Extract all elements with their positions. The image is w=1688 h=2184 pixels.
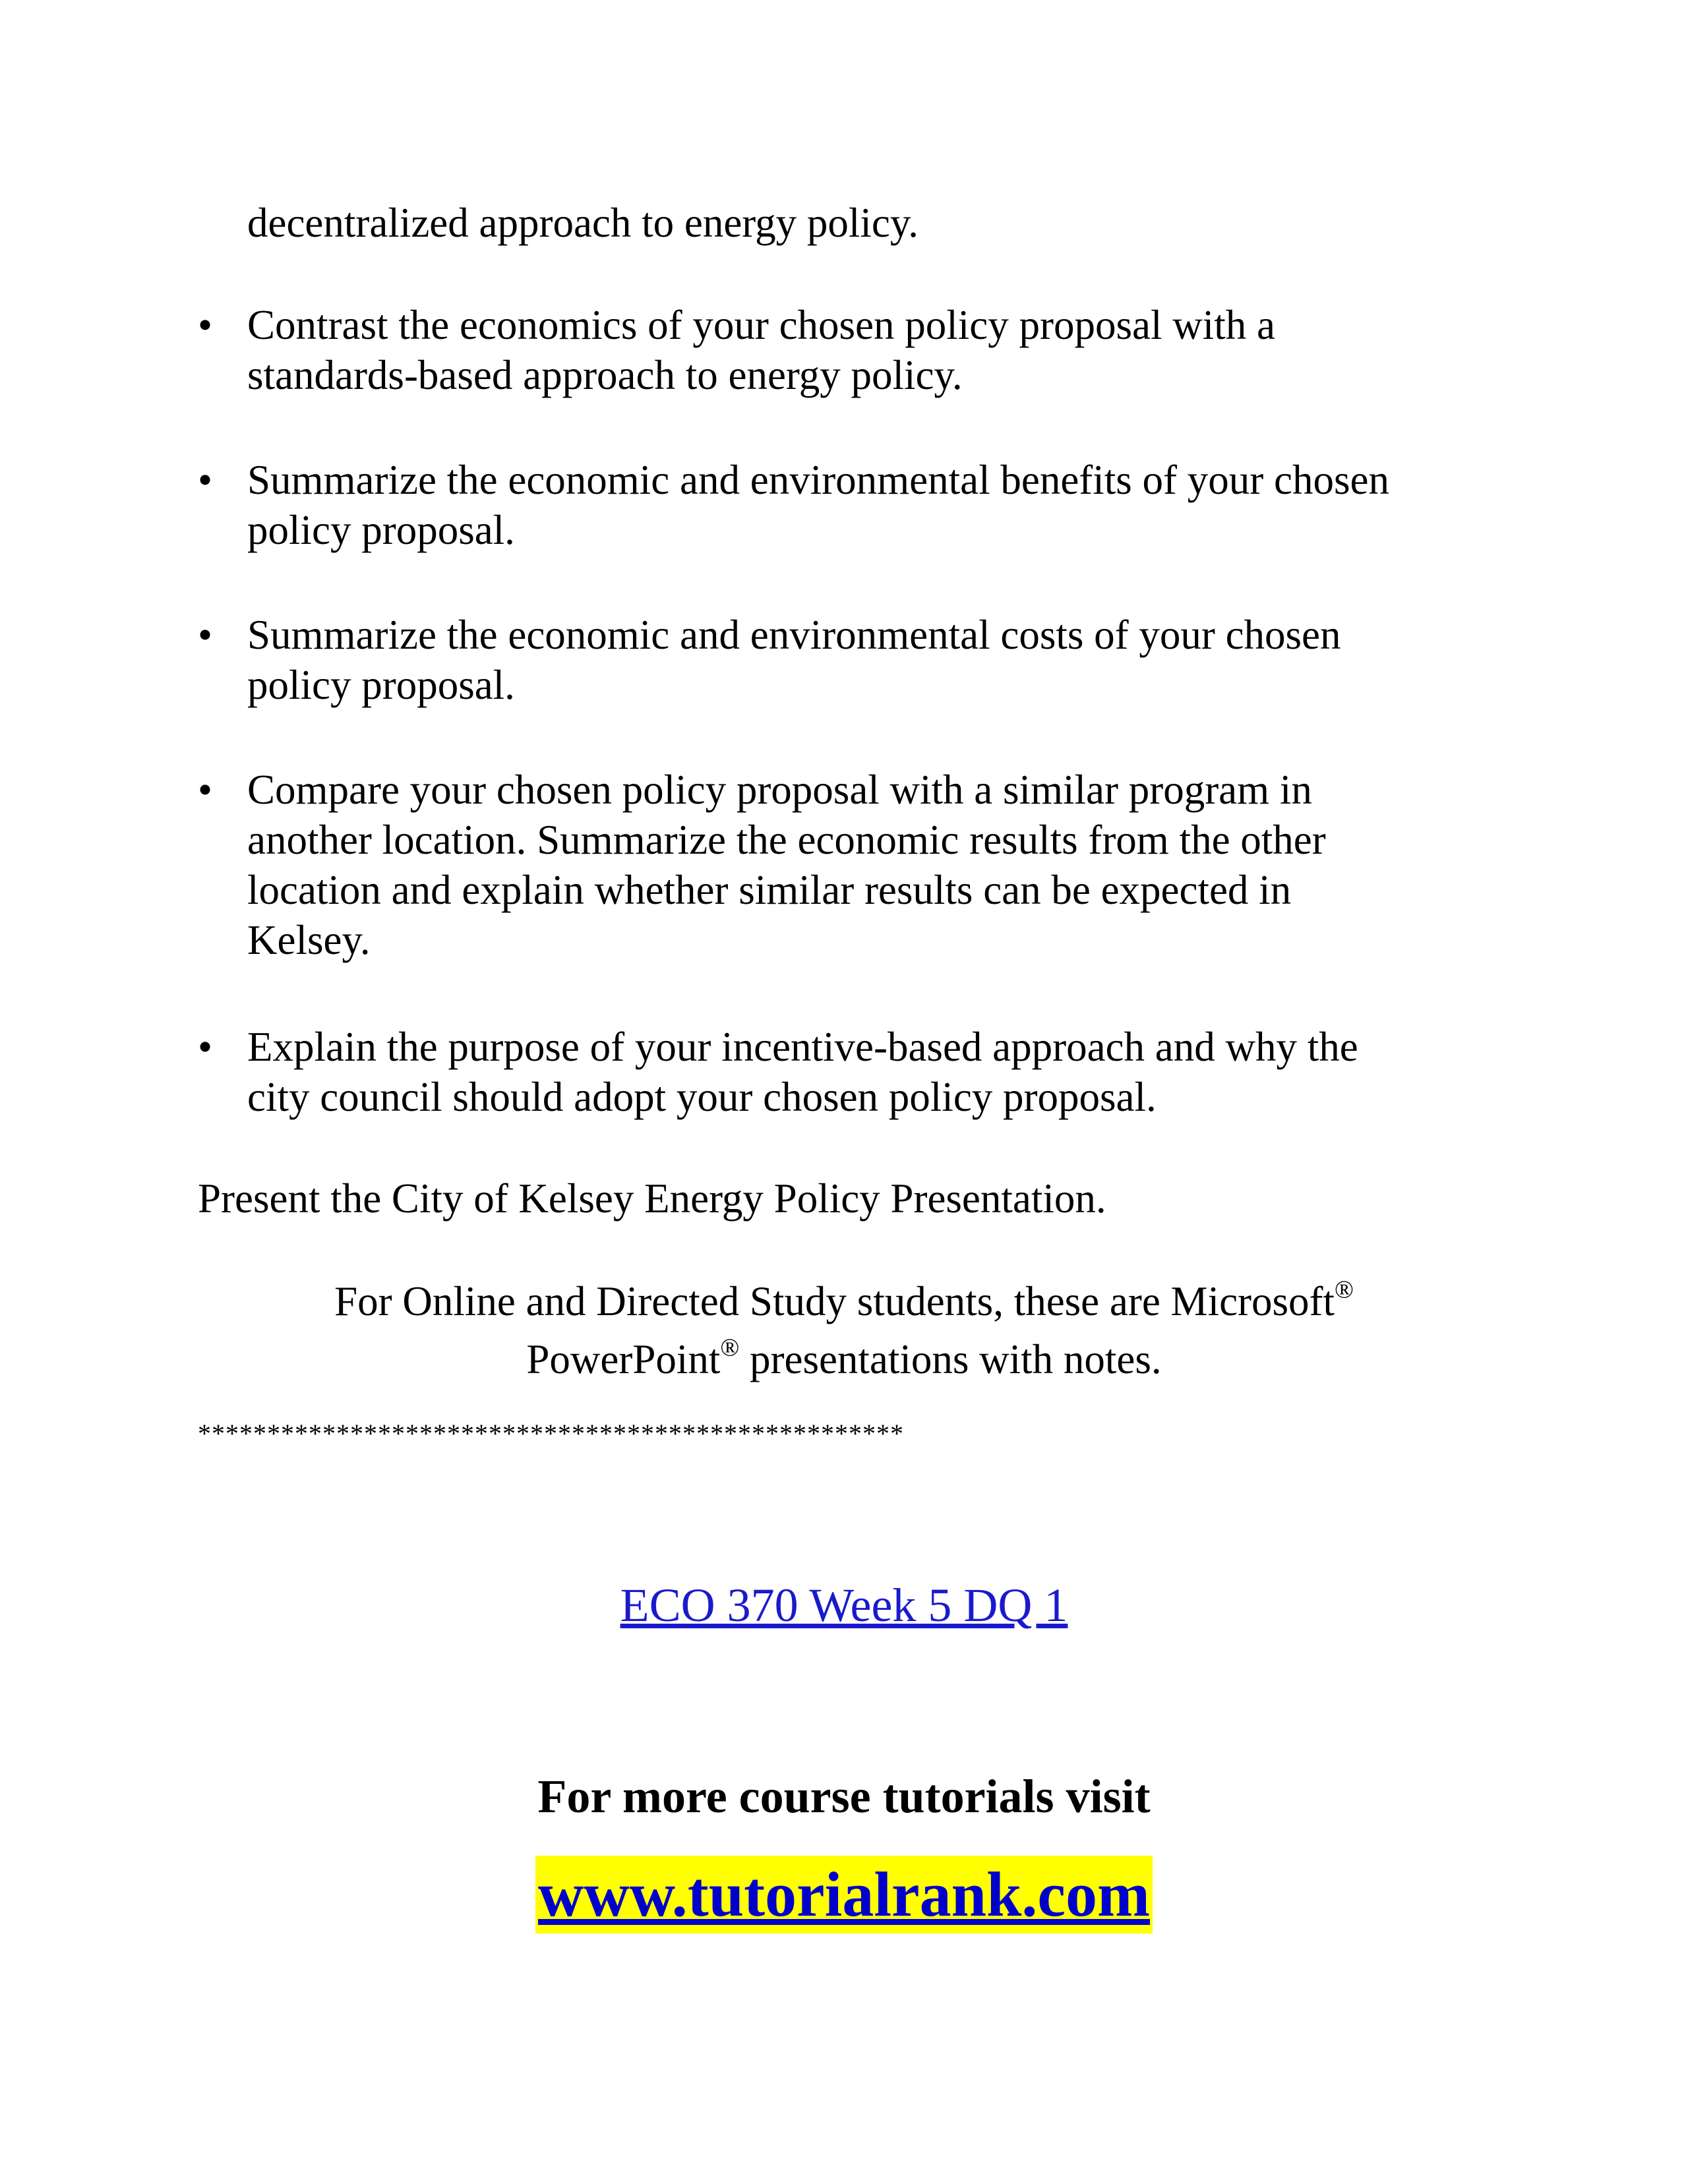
bullet-icon: •: [198, 302, 213, 348]
list-item-text: Contrast the economics of your chosen policy proposal with a standards-based approach to energy policy.: [247, 302, 1275, 398]
website: [0, 1856, 1688, 1933]
website-link[interactable]: www.tutorialrank.com: [535, 1856, 1153, 1933]
bullet-icon: •: [198, 1024, 213, 1070]
bullet-icon: •: [198, 457, 213, 503]
separator: ***************************************************: [198, 1419, 904, 1448]
next-assignment-link[interactable]: ECO 370 Week 5 DQ 1: [620, 1579, 1068, 1632]
list-item-text: Explain the purpose of your incentive-based approach and why the city council should adopt your chosen policy proposal.: [247, 1024, 1358, 1120]
next-assignment: [0, 1576, 1688, 1635]
bullet-icon: •: [198, 612, 213, 658]
registered-mark: ®: [1335, 1276, 1354, 1304]
list-item-text: Summarize the economic and environmental costs of your chosen policy proposal.: [247, 612, 1341, 708]
present-instruction: Present the City of Kelsey Energy Policy Presentation.: [198, 1175, 1106, 1222]
continuation-line: decentralized approach to energy policy.: [247, 200, 919, 246]
format-note-line-2: PowerPoint® presentations with notes.: [526, 1334, 1162, 1382]
list-item-text: Compare your chosen policy proposal with a similar program in another location. Summarize the economic results from the other location and explain whether similar results can be expected in Kelsey.: [247, 767, 1326, 963]
visit-heading: For more course tutorials visit: [537, 1770, 1151, 1823]
bullet-icon: •: [198, 767, 213, 813]
format-note-line-1: For Online and Directed Study students, these are Microsoft®: [334, 1276, 1354, 1324]
registered-mark: ®: [720, 1334, 740, 1362]
list-item-text: Summarize the economic and environmental benefits of your chosen policy proposal.: [247, 457, 1389, 553]
